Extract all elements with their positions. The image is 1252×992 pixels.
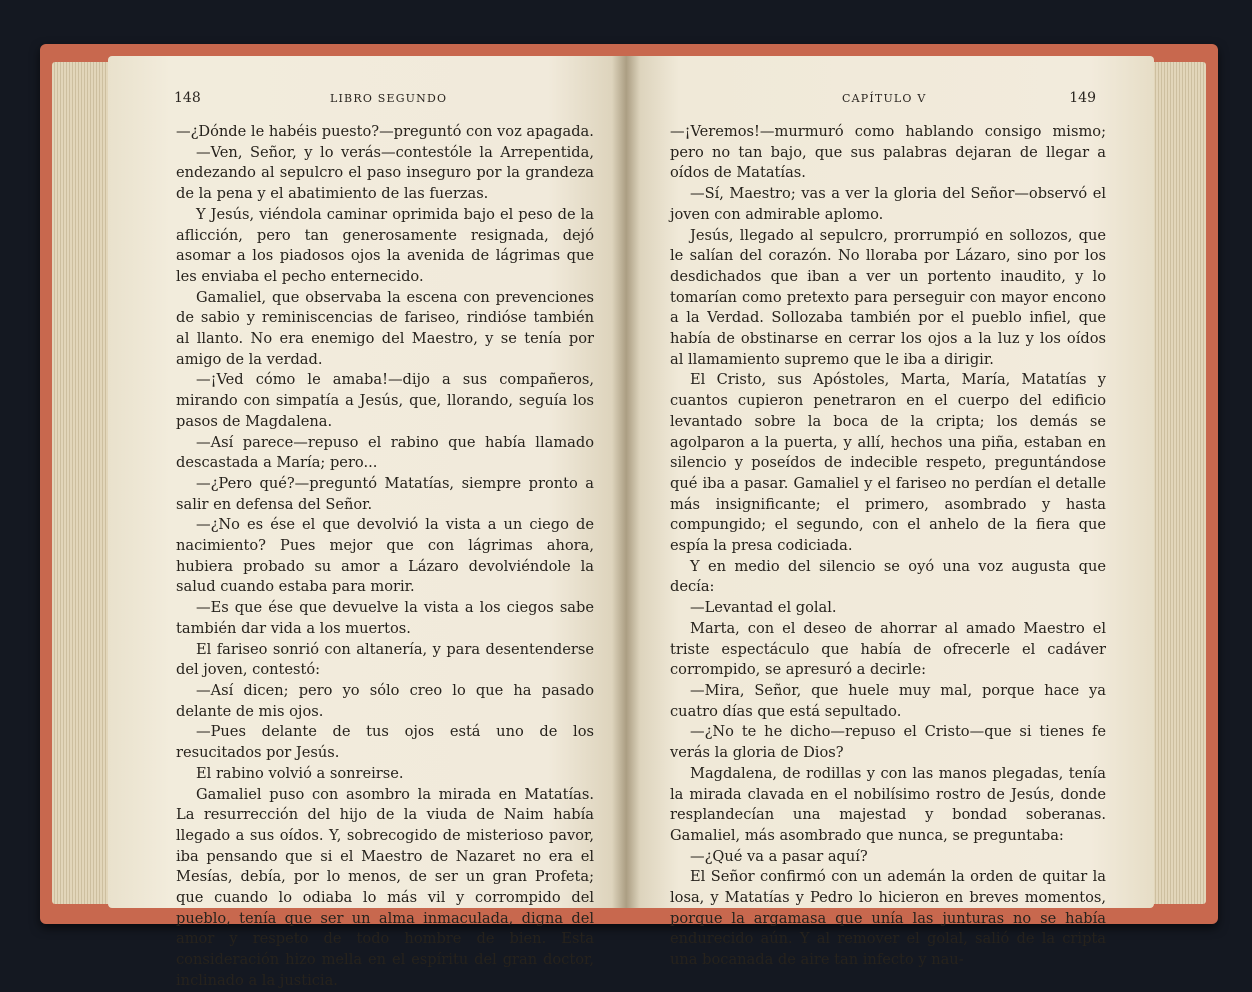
page-edges-right (1152, 62, 1206, 904)
paragraph: El Señor confirmó con un ademán la orden de quitar la losa, y Matatías y Pedro lo hicieron en breves momentos, porque la argamasa que unía las junturas no se había endurecido aún. Y al remover el golal, salió de la cripta una bocanada de aire tan infecto y nau- (670, 868, 1106, 969)
paragraph: —Pues delante de tus ojos está uno de los resucitados por Jesús. (176, 723, 594, 762)
right-page-number: 149 (1069, 90, 1096, 106)
left-page-text (176, 122, 594, 992)
left-page-number: 148 (174, 90, 201, 106)
paragraph: El rabino volvió a sonreirse. (196, 764, 404, 782)
left-running-head: LIBRO SEGUNDO (330, 92, 448, 105)
paragraph: Magdalena, de rodillas y con las manos plegadas, tenía la mirada clavada en el nobilísimo rostro de Jesús, donde resplandecían una majestad y bondad soberanas. Gamaliel, más asombrado que nunca, se preguntaba: (670, 764, 1106, 844)
paragraph: —Es que ése que devuelve la vista a los ciegos sabe también dar vida a los muertos. (176, 599, 594, 637)
paragraph: Jesús, llegado al sepulcro, prorrumpió en sollozos, que le salían del corazón. No lloraba por Lázaro, sino por los desdichados que iban a ver un portento inaudito, y lo tomarían como pretexto para perseguir con mayor encono a la Verdad. Sollozaba también por el pueblo infiel, que había de obstinarse en cerrar los ojos a la luz y los oídos al llamamiento supremo que le iba a dirigir. (670, 226, 1106, 368)
right-running-head: CAPÍTULO V (842, 92, 927, 105)
paragraph: —Ven, Señor, y lo verás—contestóle la Arrepentida, endezando al sepulcro el paso inseguro por la grandeza de la pena y el abatimiento de las fuerzas. (176, 143, 594, 203)
paragraph: —Así parece—repuso el rabino que había llamado descastada a María; pero... (176, 433, 594, 472)
paragraph: El Cristo, sus Apóstoles, Marta, María, Matatías y cuantos cupieron penetraron en el cuerpo del edificio levantado sobre la boca de la cripta; los demás se agolparon a la puerta, y allí, hechos una piña, estaban en silencio y poseídos de indecible respeto, preguntándose qué iba a pasar. Gamaliel y el fariseo no perdían el detalle más insignificante; el primero, asombrado y hasta compungido; el segundo, con el anhelo de la fiera que espía la presa codiciada. (670, 371, 1106, 555)
page-edges-left (52, 62, 114, 904)
paragraph: —¿No es ése el que devolvió la vista a un ciego de nacimiento? Pues mejor que con lágrimas ahora, hubiera probado su amor a Lázaro devolviéndole la salud cuando estaba para morir. (176, 516, 594, 596)
paragraph: —¿Dónde le habéis puesto?—preguntó con voz apagada. (176, 123, 594, 140)
right-page (626, 56, 1154, 969)
paragraph: —Así dicen; pero yo sólo creo lo que ha pasado delante de mis ojos. (176, 681, 594, 720)
paragraph: —Levantad el golal. (690, 599, 837, 617)
paragraph: El fariseo sonrió con altanería, y para desentenderse del joven, contestó: (176, 640, 594, 679)
paragraph: —Sí, Maestro; vas a ver la gloria del Señor—observó el joven con admirable aplomo. (670, 185, 1106, 223)
left-page (108, 56, 626, 989)
paragraph: —Mira, Señor, que huele muy mal, porque hace ya cuatro días que está sepultado. (670, 681, 1106, 720)
book-gutter (612, 56, 640, 908)
paragraph: —¡Veremos!—murmuró como hablando consigo mismo; pero no tan bajo, que sus palabras dejaran de llegar a oídos de Matatías. (670, 123, 1106, 182)
paragraph: —¿Pero qué?—preguntó Matatías, siempre pronto a salir en defensa del Señor. (176, 474, 594, 513)
paragraph: —¿No te he dicho—repuso el Cristo—que si tienes fe verás la gloria de Dios? (670, 723, 1106, 762)
left-page-header (108, 90, 626, 112)
right-page-header (626, 90, 1154, 112)
paragraph: Marta, con el deseo de ahorrar al amado Maestro el triste espectáculo que había de ofrecerle el cadáver corrompido, se apresuró a decirle: (670, 619, 1106, 679)
paragraph: Y en medio del silencio se oyó una voz augusta que decía: (670, 557, 1106, 596)
paragraph: —¿Qué va a pasar aquí? (690, 847, 868, 865)
paragraph: Gamaliel puso con asombro la mirada en Matatías. La resurrección del hijo de la viuda de Naim había llegado a sus oídos. Y, sobrecogido de misterioso pavor, iba pensando que si el Maestro de Nazaret no era el Mesías, debía, por lo menos, de ser un gran Profeta; que cuando lo odiaba lo más vil y corrompido del pueblo, tenía que ser un alma inmaculada, digna del amor y respeto de todo hombre de bien. Esta consideración hizo mella en el espíritu del gran doctor, inclinado a la justicia. (176, 785, 594, 989)
right-page-text (670, 122, 1106, 971)
paragraph: Gamaliel, que observaba la escena con prevenciones de sabio y reminiscencias de fariseo, rindióse también al llanto. No era enemigo del Maestro, y se tenía por amigo de la verdad. (176, 288, 594, 368)
paragraph: —¡Ved cómo le amaba!—dijo a sus compañeros, mirando con simpatía a Jesús, que, llorando, seguía los pasos de Magdalena. (176, 371, 594, 430)
paragraph: Y Jesús, viéndola caminar oprimida bajo el peso de la aflicción, pero tan generosamente resignada, dejó asomar a los piadosos ojos la avenida de lágrimas que les enviaba el pecho enternecido. (176, 205, 594, 285)
